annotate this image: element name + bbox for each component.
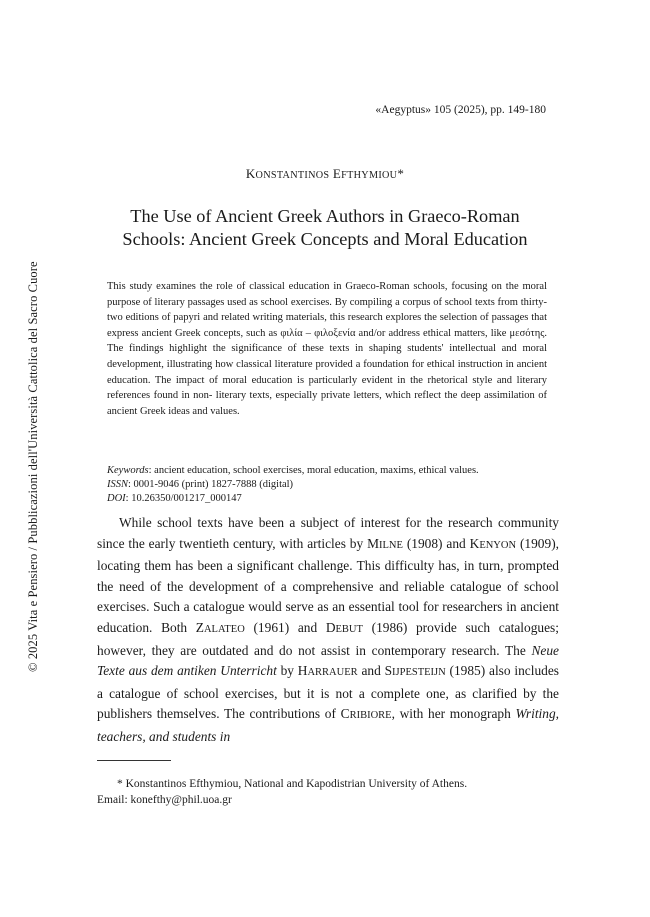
body-segment: (1985) also includes a catalogue of school exercises, but it is not a complete one, as clarified by the publishers themselves. The contributions of: [97, 663, 560, 722]
body-segment: (1908) and: [402, 535, 470, 551]
copyright-side-note: © 2025 Vita e Pensiero / Pubblicazioni dell'Università Cattolica del Sacro Cuore: [26, 261, 40, 672]
author-last-rest: FTHYMIOU: [341, 170, 398, 181]
keywords-value: : ancient education, school exercises, moral education, maxims, ethical values.: [148, 465, 479, 476]
author-footnote-mark: *: [397, 166, 405, 181]
title-line-1: The Use of Ancient Greek Authors in Graeco-Roman: [130, 206, 520, 226]
doi-label: DOI: [107, 493, 126, 504]
keywords-label: Keywords: [107, 465, 149, 476]
citation-sijpesteijn: SIJPESTEIJN: [384, 663, 446, 679]
doi-line: [107, 492, 547, 506]
article-metadata: [107, 464, 547, 506]
issn-label: ISSN: [107, 479, 128, 490]
keywords-line: [107, 464, 547, 478]
body-segment: , with her monograph: [391, 706, 516, 722]
body-segment: (1986) provide such catalogues; however, they are outdated and do not assist in contemporary research. The: [97, 619, 559, 658]
author-first-rest: ONSTANTINOS: [255, 170, 330, 181]
body-segment: by: [276, 663, 298, 679]
journal-citation: «Aegyptus» 105 (2025), pp. 149-180: [375, 104, 546, 116]
citation-harrauer: HARRAUER: [297, 663, 358, 679]
doi-value: : 10.26350/001217_000147: [125, 493, 242, 504]
author-name: [0, 166, 650, 182]
article-title: [96, 205, 554, 251]
footnote-affiliation: * Konstantinos Efthymiou, National and Kapodistrian University of Athens.: [117, 778, 468, 790]
footnote-divider: [97, 760, 171, 761]
abstract-text: This study examines the role of classical education in Graeco-Roman schools, focusing on the moral purpose of literary passages used as school exercises. By compiling a corpus of school texts from thirty-two editions of papyri and related writing materials, this research explores the selection of passages that express ancient Greek concepts, such as φιλία – φιλοξενία and/or address ethical matters, like μεσότης. The findings highlight the significance of these texts in shaping students' intellectual and moral development, illustrating how classical literature provided a foundation for ethical instruction in ancient education. The impact of moral education is particularly evident in the rhetorical style and literary references found in non- literary texts, especially private letters, which reflect the deep assimilation of ancient Greek ideas and values.: [107, 281, 547, 417]
citation-milne: MILNE: [367, 535, 403, 551]
title-line-2: Schools: Ancient Greek Concepts and Moral Education: [122, 229, 528, 249]
italic-title-writing-teachers: Writing, teachers, and students in: [97, 706, 559, 744]
author-first-initial: K: [245, 166, 256, 181]
issn-line: [107, 478, 547, 492]
citation-cribiore: CRIBIORE: [340, 706, 392, 722]
footnote-email: Email: konefthy@phil.uoa.gr: [97, 794, 232, 806]
body-segment: While school texts have been a subject of interest for the research community since the early twentieth century, with articles by: [97, 515, 559, 551]
issn-value: : 0001-9046 (print) 1827-7888 (digital): [128, 479, 294, 490]
body-segment: and: [357, 663, 385, 679]
citation-debut: DEBUT: [325, 619, 363, 635]
author-last-initial: E: [332, 166, 342, 181]
body-paragraph: [97, 513, 559, 748]
body-segment: (1961) and: [244, 619, 326, 635]
body-segment: (1909), locating them has been a significant challenge. This difficulty has, in turn, prompted the need of the development of a comprehensive and reliable catalogue of school exercises. Such a catalogue would serve as an essential tool for researchers in ancient education. Both: [97, 535, 560, 635]
body-text: [97, 513, 559, 748]
italic-title-neue-texte: Neue Texte aus dem antiken Unterricht: [97, 642, 559, 679]
citation-kenyon: KENYON: [469, 535, 517, 551]
abstract: [107, 279, 547, 419]
footnote: [97, 776, 557, 808]
citation-zalateo: ZALATEO: [195, 619, 245, 635]
